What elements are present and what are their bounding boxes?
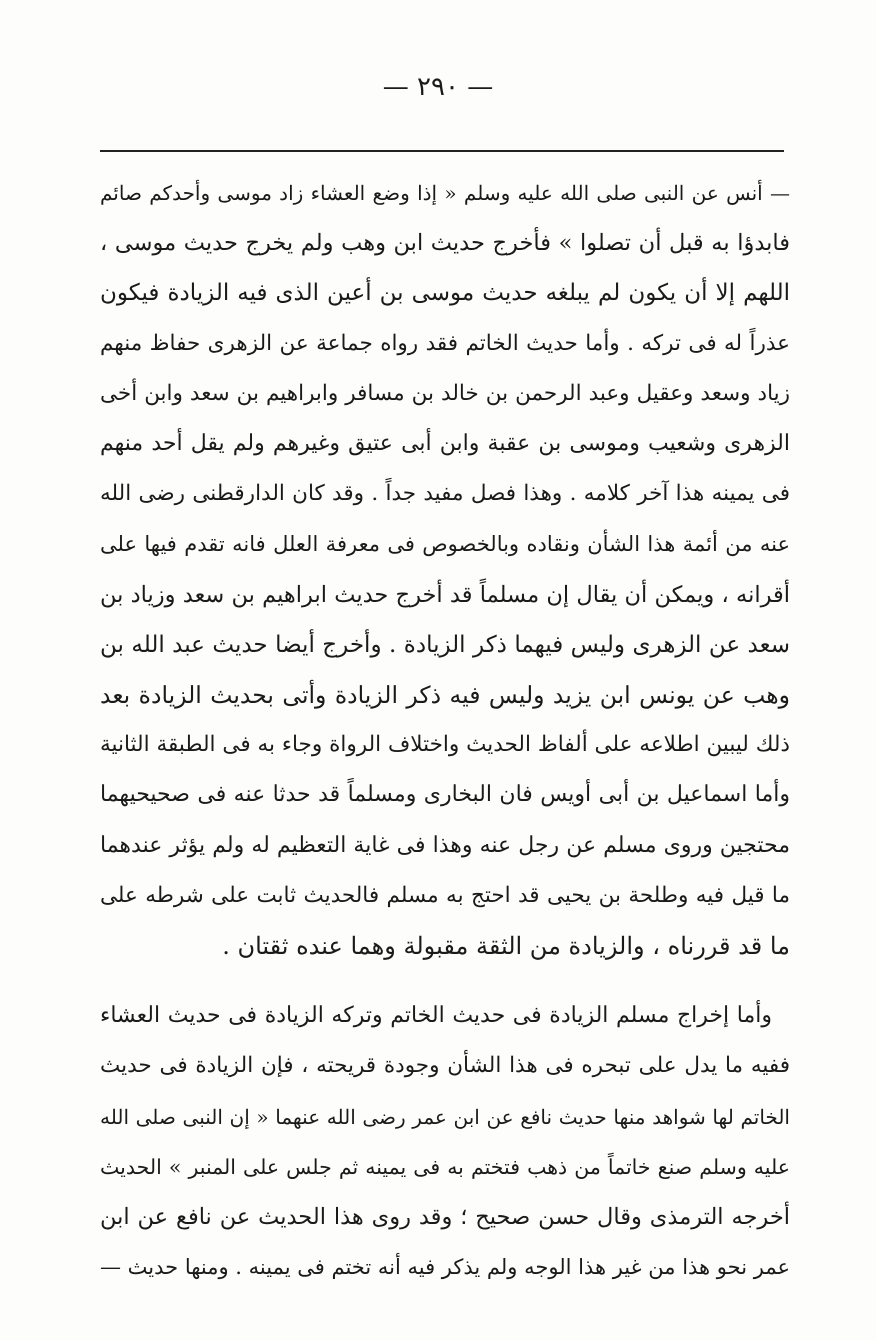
paragraph-2 [100, 991, 790, 1292]
text-line: أخرجه الترمذى وقال حسن صحيح ؛ وقد روى هذا الحديث عن نافع عن ابن [100, 1204, 790, 1231]
text-line: زياد وسعد وعقيل وعبد الرحمن بن خالد بن مسافر وابراهيم بن سعد وابن أخى [100, 380, 790, 406]
text-line: ففيه ما يدل على تبحره فى هذا الشأن وجودة قريحته ، فإن الزيادة فى حديث [100, 1053, 790, 1079]
paragraph-1 [100, 168, 790, 971]
text-line: وأما اسماعيل بن أبى أويس فان البخارى ومسلماً قد حدثا عنه فى صحيحيهما [100, 782, 790, 808]
text-line: فابدؤا به قبل أن تصلوا » فأخرج حديث ابن وهب ولم يخرج حديث موسى ، [100, 230, 790, 257]
page-number: — ٢٩٠ — [382, 72, 494, 102]
text-line: عنه من أئمة هذا الشأن ونقاده وبالخصوص فى معرفة العلل فانه تقدم فيها على [100, 532, 790, 557]
text-line: محتجين وروى مسلم عن رجل عنه وهذا فى غاية التعظيم له ولم يؤثر عندهما [100, 832, 790, 858]
text-line: وهب عن يونس ابن يزيد وليس فيه ذكر الزيادة وأتى بحديث الزيادة بعد [100, 681, 790, 710]
text-line: عذراً له فى تركه . وأما حديث الخاتم فقد رواه جماعة عن الزهرى حفاظ منهم [100, 330, 790, 356]
text-line: ما قد قررناه ، والزيادة من الثقة مقبولة وهما عنده ثقتان . [222, 932, 790, 961]
text-line: أقرانه ، ويمكن أن يقال إن مسلماً قد أخرج حديث ابراهيم بن سعد وزياد بن [100, 581, 790, 608]
body-text [100, 168, 790, 1292]
header-rule [100, 150, 784, 152]
text-line: — أنس عن النبى صلى الله عليه وسلم « إذا وضع العشاء زاد موسى وأحدكم صائم [100, 181, 790, 205]
text-line: فى يمينه هذا آخر كلامه . وهذا فصل مفيد جداً . وقد كان الدارقطنى رضى الله [100, 481, 790, 507]
text-line: ما قيل فيه وطلحة بن يحيى قد احتج به مسلم فالحديث ثابت على شرطه على [100, 882, 790, 908]
text-line: عليه وسلم صنع خاتماً من ذهب فتختم به فى يمينه ثم جلس على المنبر » الحديث [100, 1154, 790, 1179]
text-line: اللهم إلا أن يكون لم يبلغه حديث موسى بن أعين الذى فيه الزيادة فيكون [100, 280, 790, 307]
text-line: سعد عن الزهرى وليس فيهما ذكر الزيادة . وأخرج أيضا حديث عبد الله بن [100, 631, 790, 658]
text-line: الزهرى وشعيب وموسى بن عقبة وابن أبى عتيق وغيرهم ولم يقل أحد منهم [100, 431, 790, 457]
text-line: عمر نحو هذا من غير هذا الوجه ولم يذكر فيه أنه تختم فى يمينه . ومنها حديث — [100, 1255, 790, 1280]
text-line: ذلك ليبين اطلاعه على ألفاظ الحديث واختلاف الرواة وجاء به فى الطبقة الثانية [100, 732, 790, 758]
text-line: الخاتم لها شواهد منها حديث نافع عن ابن عمر رضى الله عنهما « إن النبى صلى الله [100, 1104, 790, 1129]
text-line: وأما إخراج مسلم الزيادة فى حديث الخاتم وتركه الزيادة فى حديث العشاء [100, 1003, 772, 1029]
